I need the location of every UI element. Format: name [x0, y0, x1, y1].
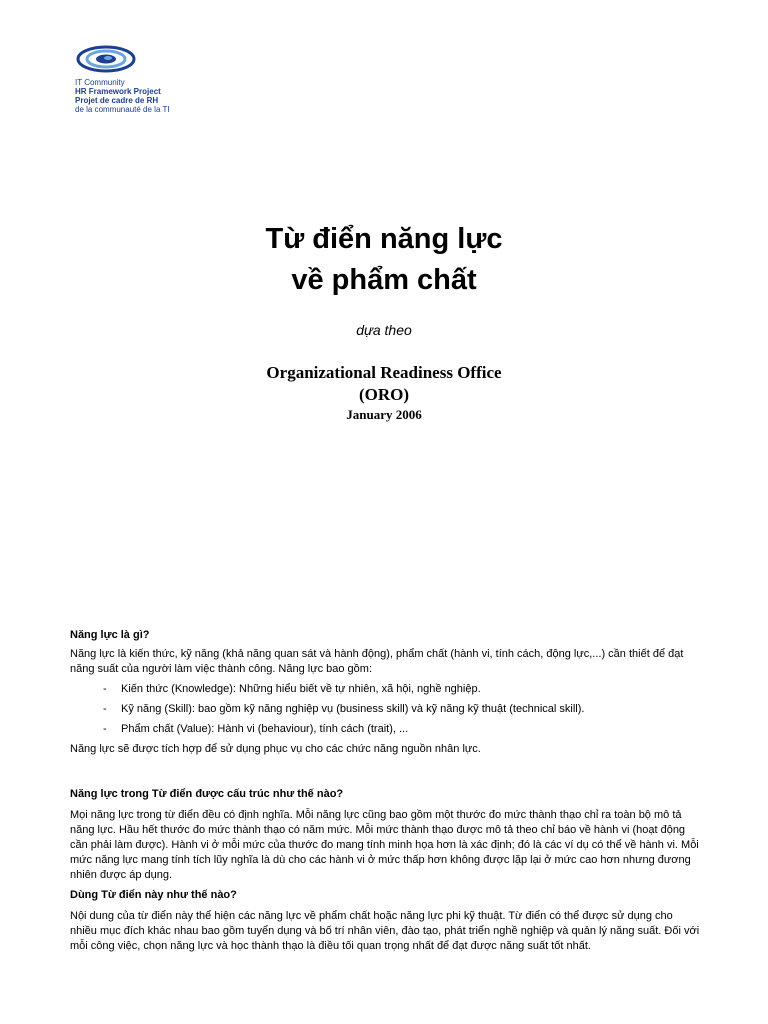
list-item-text: Kiến thức (Knowledge): Những hiểu biết về tự nhiên, xã hội, nghề nghiệp.	[121, 683, 481, 695]
title-line-2: về phẩm chất	[291, 264, 477, 296]
logo	[75, 44, 205, 114]
document-date: January 2006	[346, 407, 422, 422]
section-what-is-competency	[70, 628, 702, 757]
section-heading: Năng lực trong Từ điển được cấu trúc như thế nào?	[70, 788, 344, 800]
list-item-text: Phẩm chất (Value): Hành vi (behaviour), tính cách (trait), ...	[121, 723, 409, 735]
organization-acronym: (ORO)	[358, 385, 410, 404]
list-item-text: Kỹ năng (Skill): bao gồm kỹ năng nghiệp vụ (business skill) và kỹ năng kỹ thuật (technical skill).	[121, 703, 585, 715]
section-how-to-use	[70, 888, 702, 954]
section-structure	[70, 787, 702, 883]
subtitle: dựa theo	[356, 322, 412, 338]
section-paragraph: Năng lực là kiến thức, kỹ năng (khả năng quan sát và hành động), phẩm chất (hành vi, tính cách, động lực,...) cần thiết để đạt năng suất của người làm việc thành công. Năng lực bao gồm:	[70, 648, 684, 675]
competency-list	[70, 682, 702, 737]
logo-swirl-icon	[75, 44, 137, 74]
section-paragraph: Mọi năng lực trong từ điển đều có định nghĩa. Mỗi năng lực cũng bao gồm một thước đo mức thành thạo chỉ ra toàn bộ mô tả năng lực. Hầu hết thước đo mức thành thạo có năm mức. Mỗi mức thành thạo được mô tả theo chỉ báo về hành vi (hoạt động cần phải làm được). Hành vi ở mỗi mức của thước đo mang tính minh họa hơn là xác định; đó là các ví dụ có thể về hành vi. Mỗi mức năng lực mang tính tích lũy nghĩa là dù cho các hành vi ở mức thấp hơn không được lặp lại ở mức cao hơn nhưng đương nhiên được áp dụng.	[70, 809, 699, 881]
logo-line-1: IT Community	[75, 78, 125, 87]
list-item: - Phẩm chất (Value): Hành vi (behaviour), tính cách (trait), ...	[103, 723, 409, 735]
title-line-1: Từ điển năng lực	[265, 223, 503, 255]
section-heading: Dùng Từ điển này như thế nào?	[70, 889, 237, 901]
organization-name: Organizational Readiness Office	[266, 363, 502, 382]
logo-line-4: de la communauté de la TI	[75, 105, 170, 114]
section-closing: Năng lực sẽ được tích hợp để sử dụng phục vụ cho các chức năng nguồn nhân lực.	[70, 743, 481, 755]
list-item: - Kiến thức (Knowledge): Những hiểu biết về tự nhiên, xã hội, nghề nghiệp.	[103, 683, 481, 695]
section-heading: Năng lực là gì?	[70, 629, 150, 641]
logo-line-3: Projet de cadre de RH	[75, 96, 159, 105]
list-item: - Kỹ năng (Skill): bao gồm kỹ năng nghiệp vụ (business skill) và kỹ năng kỹ thuật (technical skill).	[103, 703, 585, 715]
section-paragraph: Nội dung của từ điển này thể hiện các năng lực về phẩm chất hoặc năng lực phi kỹ thuật. Từ điển có thể được sử dụng cho nhiều mục đích khác nhau bao gồm tuyển dụng và bố trí nhân viên, đào tạo, phát triển nghề nghiệp và quản lý năng suất. Đối với mỗi công việc, chọn năng lực và học thành thạo là điều tối quan trọng nhất để đạt được năng suất tốt nhất.	[70, 910, 700, 952]
logo-line-2: HR Framework Project	[75, 87, 161, 96]
